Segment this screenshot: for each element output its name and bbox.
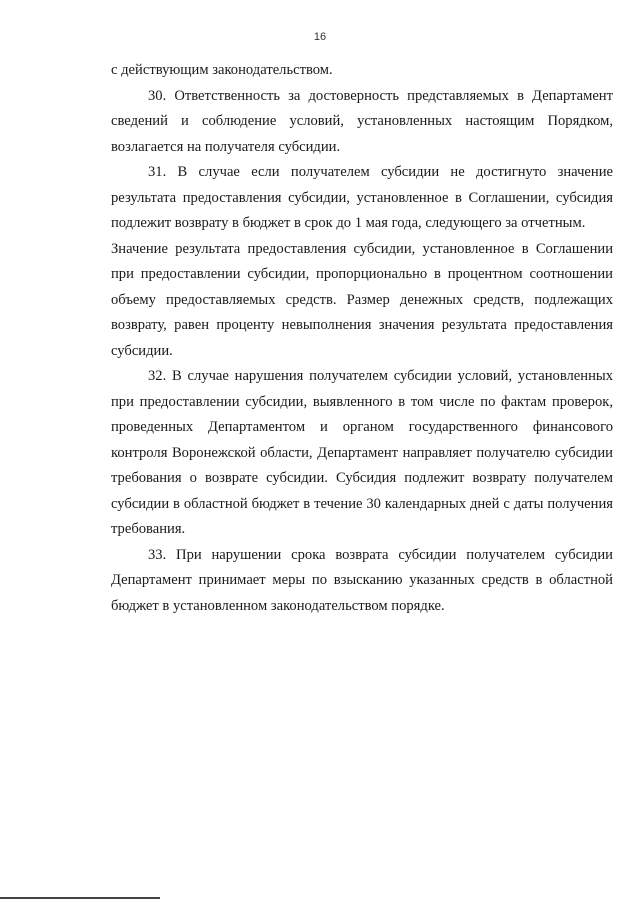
paragraph-33: 33. При нарушении срока возврата субсидии получателем субсидии Департамент принимает меры по взысканию указанных средств в областной бюджет в установленном законодательством порядке. <box>111 546 613 614</box>
paragraph-continuation: с действующим законодательством. <box>111 62 333 78</box>
document-body <box>111 58 613 619</box>
paragraph-31-continued: Значение результата предоставления субсидии, установленное в Соглашении при предоставлении субсидии, пропорционально в процентном соотношении объему предоставляемых средств. Размер денежных средств, подлежащих возврату, равен проценту невыполнения значения результата предоставления субсидии. <box>111 240 613 359</box>
paragraph-32: 32. В случае нарушения получателем субсидии условий, установленных при предоставлении субсидии, выявленного в том числе по фактам проверок, проведенных Департаментом и органом государственного финансового контроля Воронежской области, Департамент направляет получателю субсидии требования о возврате субсидии. Субсидия подлежит возврату получателем субсидии в областной бюджет в течение 30 календарных дней с даты получения требования. <box>111 368 613 537</box>
page-number: 16 <box>313 31 327 43</box>
paragraph-31: 31. В случае если получателем субсидии не достигнуто значение результата предоставления субсидии, установленное в Соглашении, субсидия подлежит возврату в бюджет в срок до 1 мая года, следующего за отчетным. <box>111 164 613 231</box>
paragraph-30: 30. Ответственность за достоверность представляемых в Департамент сведений и соблюдение условий, установленных настоящим Порядком, возлагается на получателя субсидии. <box>111 87 613 155</box>
